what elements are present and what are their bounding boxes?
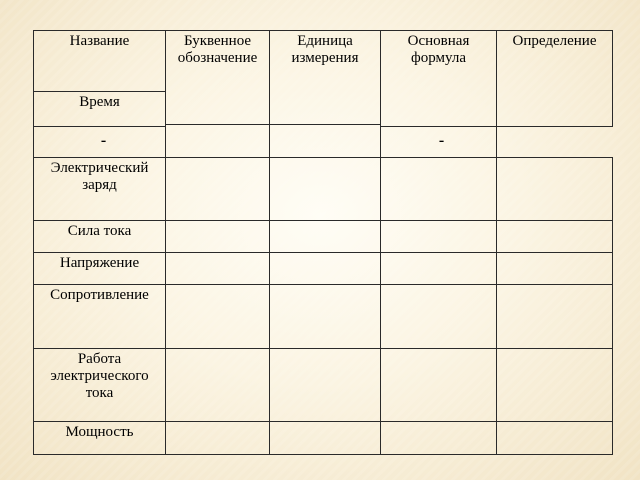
cell-current-formula bbox=[381, 221, 497, 253]
cell-work-letter bbox=[166, 349, 270, 422]
time-formula-dash: - bbox=[100, 132, 107, 149]
cell-current-unit bbox=[270, 221, 381, 253]
cell-charge-definition bbox=[497, 158, 613, 221]
time-definition-dash: - bbox=[438, 132, 445, 149]
row-name-resistance: Сопротивление bbox=[34, 285, 166, 349]
table-row bbox=[34, 253, 613, 285]
row-name-voltage: Напряжение bbox=[34, 253, 166, 285]
cell-voltage-formula bbox=[381, 253, 497, 285]
cell-resistance-definition bbox=[497, 285, 613, 349]
cell-charge-unit bbox=[270, 158, 381, 221]
row-name-power: Мощность bbox=[34, 422, 166, 455]
cell-power-letter bbox=[166, 422, 270, 455]
row-name-time: Время bbox=[34, 92, 166, 127]
header-unit: Единица измерения bbox=[270, 31, 381, 125]
row-name-work: Работа электрического тока bbox=[34, 349, 166, 422]
cell-charge-letter bbox=[166, 158, 270, 221]
cell-work-definition bbox=[497, 349, 613, 422]
table-row bbox=[34, 221, 613, 253]
header-formula: Основная формула bbox=[381, 31, 497, 127]
cell-power-formula bbox=[381, 422, 497, 455]
cell-time-letter bbox=[166, 125, 270, 158]
table-row bbox=[34, 349, 613, 422]
row-name-charge: Электрический заряд bbox=[34, 158, 166, 221]
header-definition: Определение bbox=[497, 31, 613, 127]
cell-current-definition bbox=[497, 221, 613, 253]
cell-time-definition bbox=[381, 127, 497, 158]
header-name: Название bbox=[34, 31, 166, 92]
cell-resistance-unit bbox=[270, 285, 381, 349]
cell-work-formula bbox=[381, 349, 497, 422]
cell-voltage-letter bbox=[166, 253, 270, 285]
table-header-row bbox=[34, 31, 613, 92]
cell-voltage-unit bbox=[270, 253, 381, 285]
row-name-current: Сила тока bbox=[34, 221, 166, 253]
cell-power-unit bbox=[270, 422, 381, 455]
cell-work-unit bbox=[270, 349, 381, 422]
physics-quantities-table bbox=[33, 30, 613, 455]
cell-resistance-formula bbox=[381, 285, 497, 349]
cell-resistance-letter bbox=[166, 285, 270, 349]
table-row bbox=[34, 158, 613, 221]
cell-time-formula bbox=[34, 127, 166, 158]
cell-voltage-definition bbox=[497, 253, 613, 285]
cell-power-definition bbox=[497, 422, 613, 455]
cell-current-letter bbox=[166, 221, 270, 253]
table-row bbox=[34, 285, 613, 349]
cell-charge-formula bbox=[381, 158, 497, 221]
header-letter: Буквенное обозначение bbox=[166, 31, 270, 125]
cell-time-unit bbox=[270, 125, 381, 158]
table-row bbox=[34, 422, 613, 455]
